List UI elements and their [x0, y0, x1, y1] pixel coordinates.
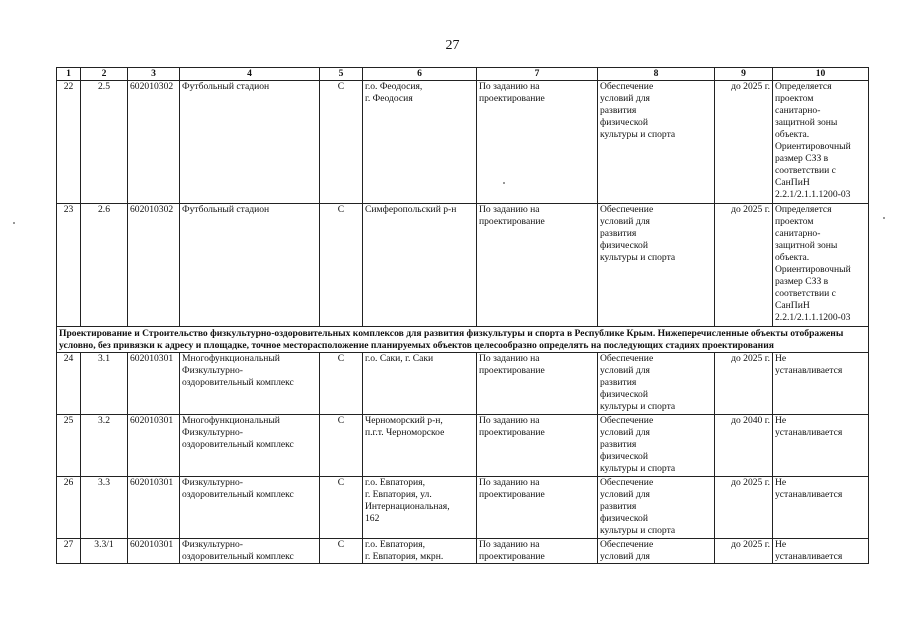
- cell-cat: С: [320, 353, 363, 415]
- column-number-header: [57, 68, 869, 81]
- cell-code: 602010301: [128, 477, 180, 539]
- scan-speck: [503, 182, 505, 184]
- cell-term: до 2025 г.: [715, 81, 773, 204]
- cell-location: г.о. Феодосия, г. Феодосия: [363, 81, 477, 204]
- cell-stage: По заданию на проектирование: [477, 415, 598, 477]
- cell-purpose: Обеспечение условий для развития физической культуры и спорта: [598, 353, 715, 415]
- cell-name: Футбольный стадион: [180, 81, 320, 204]
- cell-code: 602010301: [128, 353, 180, 415]
- header-cell: 9: [715, 68, 773, 81]
- cell-name: Физкультурно- оздоровительный комплекс: [180, 539, 320, 564]
- cell-name: Многофункциональный Физкультурно- оздоровительный комплекс: [180, 353, 320, 415]
- cell-n: 22: [57, 81, 81, 204]
- cell-purpose: Обеспечение условий для: [598, 539, 715, 564]
- header-cell: 7: [477, 68, 598, 81]
- header-cell: 8: [598, 68, 715, 81]
- cell-code: 602010302: [128, 204, 180, 327]
- cell-code: 602010302: [128, 81, 180, 204]
- table-row: [57, 477, 869, 539]
- cell-location: г.о. Саки, г. Саки: [363, 353, 477, 415]
- scan-speck: [13, 222, 15, 224]
- cell-term: до 2025 г.: [715, 353, 773, 415]
- header-cell: 10: [773, 68, 869, 81]
- cell-idx: 3.3/1: [81, 539, 128, 564]
- cell-stage: По заданию на проектирование: [477, 81, 598, 204]
- cell-zone: Определяется проектом санитарно- защитной зоны объекта. Ориентировочный размер СЗЗ в соответствии с СанПиН 2.2.1/2.1.1.1200-03: [773, 204, 869, 327]
- cell-idx: 2.5: [81, 81, 128, 204]
- table-row: [57, 81, 869, 204]
- cell-zone: Не устанавливается: [773, 353, 869, 415]
- cell-cat: С: [320, 477, 363, 539]
- cell-term: до 2025 г.: [715, 204, 773, 327]
- cell-stage: По заданию на проектирование: [477, 204, 598, 327]
- cell-purpose: Обеспечение условий для развития физической культуры и спорта: [598, 81, 715, 204]
- cell-term: до 2040 г.: [715, 415, 773, 477]
- cell-zone: Не устанавливается: [773, 477, 869, 539]
- cell-n: 25: [57, 415, 81, 477]
- scan-speck: [883, 217, 885, 219]
- cell-n: 26: [57, 477, 81, 539]
- planned-objects-table: [56, 67, 869, 564]
- header-cell: 1: [57, 68, 81, 81]
- cell-n: 27: [57, 539, 81, 564]
- header-cell: 5: [320, 68, 363, 81]
- header-cell: 4: [180, 68, 320, 81]
- cell-code: 602010301: [128, 415, 180, 477]
- header-cell: 6: [363, 68, 477, 81]
- cell-zone: Определяется проектом санитарно- защитной зоны объекта. Ориентировочный размер СЗЗ в соответствии с СанПиН 2.2.1/2.1.1.1200-03: [773, 81, 869, 204]
- cell-stage: По заданию на проектирование: [477, 353, 598, 415]
- cell-name: Футбольный стадион: [180, 204, 320, 327]
- cell-cat: С: [320, 204, 363, 327]
- cell-purpose: Обеспечение условий для развития физической культуры и спорта: [598, 477, 715, 539]
- cell-idx: 3.3: [81, 477, 128, 539]
- cell-term: до 2025 г.: [715, 539, 773, 564]
- cell-idx: 2.6: [81, 204, 128, 327]
- cell-zone: Не устанавливается: [773, 539, 869, 564]
- cell-location: г.о. Евпатория, г. Евпатория, мкрн.: [363, 539, 477, 564]
- page-number: 27: [445, 38, 460, 53]
- cell-cat: С: [320, 81, 363, 204]
- cell-n: 23: [57, 204, 81, 327]
- table-row: [57, 539, 869, 564]
- cell-location: Симферопольский р-н: [363, 204, 477, 327]
- cell-code: 602010301: [128, 539, 180, 564]
- cell-name: Многофункциональный Физкультурно- оздоровительный комплекс: [180, 415, 320, 477]
- header-cell: 2: [81, 68, 128, 81]
- section-heading: Проектирование и Строительство физкультурно-оздоровительных комплексов для развития физкультуры и спорта в Республике Крым. Нижеперечисленные объекты отображены условно, без привязки к адресу и площадке, точное месторасположение планируемых объектов целесообразно определять на последующих стадиях проектирования: [57, 327, 869, 353]
- cell-purpose: Обеспечение условий для развития физической культуры и спорта: [598, 204, 715, 327]
- cell-idx: 3.2: [81, 415, 128, 477]
- cell-name: Физкультурно- оздоровительный комплекс: [180, 477, 320, 539]
- cell-zone: Не устанавливается: [773, 415, 869, 477]
- cell-cat: С: [320, 415, 363, 477]
- table-row: [57, 204, 869, 327]
- cell-stage: По заданию на проектирование: [477, 539, 598, 564]
- cell-purpose: Обеспечение условий для развития физической культуры и спорта: [598, 415, 715, 477]
- cell-stage: По заданию на проектирование: [477, 477, 598, 539]
- cell-cat: С: [320, 539, 363, 564]
- cell-idx: 3.1: [81, 353, 128, 415]
- cell-location: Черноморский р-н, п.г.т. Черноморское: [363, 415, 477, 477]
- cell-n: 24: [57, 353, 81, 415]
- table-row: [57, 353, 869, 415]
- page-bottom-margin: [0, 574, 905, 640]
- cell-location: г.о. Евпатория, г. Евпатория, ул. Интернациональная, 162: [363, 477, 477, 539]
- section-heading-row: [57, 327, 869, 353]
- header-cell: 3: [128, 68, 180, 81]
- table-row: [57, 415, 869, 477]
- cell-term: до 2025 г.: [715, 477, 773, 539]
